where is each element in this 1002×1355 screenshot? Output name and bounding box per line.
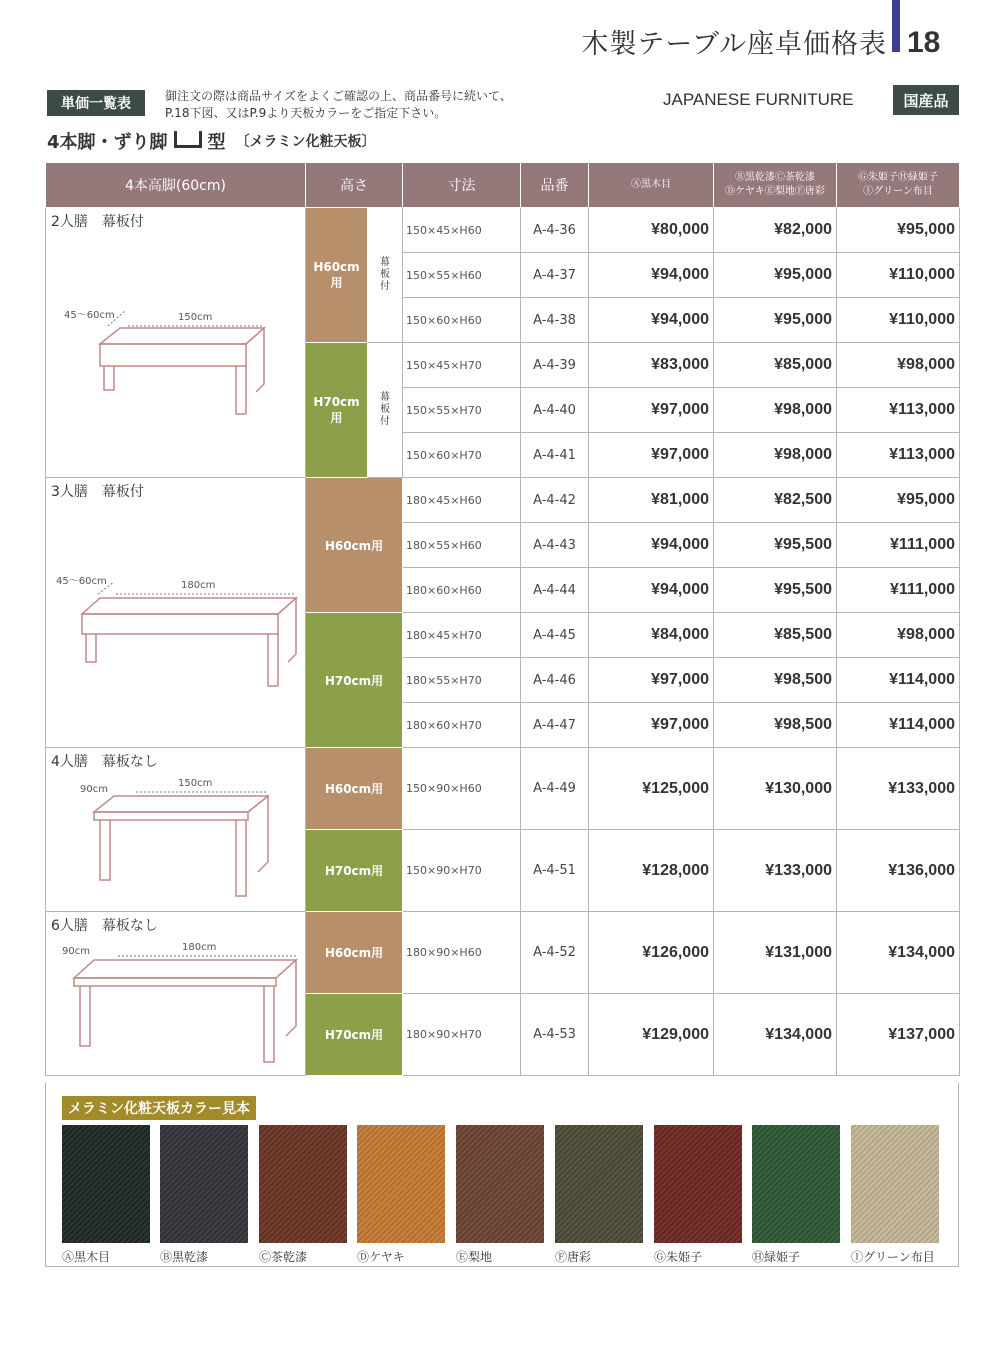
swatch-label: Ⓒ茶乾漆 <box>259 1250 308 1264</box>
height-h60-label: H60cm用 <box>306 748 403 830</box>
price-a-cell: ¥97,000 <box>589 388 714 433</box>
price-a-cell: ¥94,000 <box>589 523 714 568</box>
u-shape-icon <box>174 131 202 148</box>
price-c-cell: ¥133,000 <box>837 748 960 830</box>
code-cell: A-4-44 <box>521 568 589 613</box>
size-cell: 150×60×H60 <box>403 298 521 343</box>
price-c-cell: ¥113,000 <box>837 388 960 433</box>
price-b-cell: ¥133,000 <box>714 830 837 912</box>
swatch-label: Ⓗ緑姫子 <box>752 1250 801 1264</box>
swatch-label: Ⓐ黒木目 <box>62 1250 111 1264</box>
size-cell: 180×90×H60 <box>403 912 521 994</box>
price-c-cell: ¥114,000 <box>837 658 960 703</box>
depth-label: 90cm <box>62 946 90 957</box>
price-a-cell: ¥97,000 <box>589 703 714 748</box>
width-label: 180cm <box>182 942 217 953</box>
code-cell: A-4-36 <box>521 208 589 253</box>
price-b-cell: ¥130,000 <box>714 748 837 830</box>
size-cell: 150×55×H70 <box>403 388 521 433</box>
swatch-label: Ⓖ朱姫子 <box>654 1250 703 1264</box>
makuita-label: 幕 板 付 <box>368 208 403 343</box>
price-a-cell: ¥97,000 <box>589 658 714 703</box>
swatch-label: Ⓑ黒乾漆 <box>160 1250 209 1264</box>
brand-label: JAPANESE FURNITURE <box>663 90 854 109</box>
color-swatch <box>160 1125 248 1243</box>
price-a-cell: ¥125,000 <box>589 748 714 830</box>
depth-label: 45〜60cm <box>56 576 107 587</box>
price-c-cell: ¥95,000 <box>837 478 960 523</box>
price-b-cell: ¥134,000 <box>714 994 837 1076</box>
header-size: 寸法 <box>403 163 521 208</box>
size-cell: 180×45×H70 <box>403 613 521 658</box>
subtitle-material: 〔メラミン化粧天板〕 <box>235 134 376 150</box>
group-label: 2人膳 幕板付 <box>51 214 144 230</box>
price-a-cell: ¥80,000 <box>589 208 714 253</box>
table-row <box>46 912 960 994</box>
domestic-badge: 国産品 <box>893 85 959 115</box>
price-b-cell: ¥82,500 <box>714 478 837 523</box>
width-label: 150cm <box>178 778 213 789</box>
header-color-a: Ⓐ黒木目 <box>589 163 714 208</box>
price-c-cell: ¥137,000 <box>837 994 960 1076</box>
price-b-cell: ¥98,500 <box>714 703 837 748</box>
height-h70-label: H70cm用 <box>306 994 403 1076</box>
table-row <box>46 748 960 830</box>
code-cell: A-4-51 <box>521 830 589 912</box>
price-c-cell: ¥111,000 <box>837 523 960 568</box>
table-illustration <box>46 770 304 910</box>
group-cell <box>46 912 306 1076</box>
swatch-label: Ⓕ唐彩 <box>555 1250 592 1264</box>
code-cell: A-4-40 <box>521 388 589 433</box>
swatch-label: Ⓔ梨地 <box>456 1250 493 1264</box>
price-a-cell: ¥129,000 <box>589 994 714 1076</box>
color-swatch <box>357 1125 445 1243</box>
size-cell: 150×45×H60 <box>403 208 521 253</box>
group-label: 6人膳 幕板なし <box>51 918 158 934</box>
code-cell: A-4-49 <box>521 748 589 830</box>
color-swatch <box>259 1125 347 1243</box>
group-cell <box>46 748 306 912</box>
size-cell: 150×55×H60 <box>403 253 521 298</box>
code-cell: A-4-47 <box>521 703 589 748</box>
height-h70-label: H70cm用 <box>306 830 403 912</box>
size-cell: 180×45×H60 <box>403 478 521 523</box>
height-h60-label: H60cm用 <box>306 912 403 994</box>
price-a-cell: ¥97,000 <box>589 433 714 478</box>
group-cell <box>46 208 306 478</box>
price-c-cell: ¥113,000 <box>837 433 960 478</box>
makuita-label: 幕 板 付 <box>368 343 403 478</box>
price-a-cell: ¥94,000 <box>589 253 714 298</box>
price-b-cell: ¥98,500 <box>714 658 837 703</box>
size-cell: 180×60×H60 <box>403 568 521 613</box>
swatch-label: Ⓓケヤキ <box>357 1250 405 1264</box>
price-b-cell: ¥98,000 <box>714 433 837 478</box>
table-illustration <box>46 232 304 462</box>
size-cell: 150×60×H70 <box>403 433 521 478</box>
page-number: 18 <box>907 26 941 59</box>
price-a-cell: ¥128,000 <box>589 830 714 912</box>
color-swatch <box>752 1125 840 1243</box>
price-table <box>45 162 960 1076</box>
height-h60-label: H60cm 用 <box>306 208 368 343</box>
table-illustration <box>46 502 304 732</box>
group-label: 3人膳 幕板付 <box>51 484 144 500</box>
code-cell: A-4-42 <box>521 478 589 523</box>
color-swatch <box>62 1125 150 1243</box>
depth-label: 90cm <box>80 784 108 795</box>
price-a-cell: ¥94,000 <box>589 568 714 613</box>
code-cell: A-4-39 <box>521 343 589 388</box>
code-cell: A-4-52 <box>521 912 589 994</box>
price-c-cell: ¥95,000 <box>837 208 960 253</box>
height-h70-label: H70cm 用 <box>306 343 368 478</box>
subtitle-type: 型 <box>207 132 226 153</box>
header-code: 品番 <box>521 163 589 208</box>
table-header-row <box>46 163 960 208</box>
height-h70-label: H70cm用 <box>306 613 403 748</box>
price-c-cell: ¥98,000 <box>837 343 960 388</box>
title-accent-bar <box>892 0 900 52</box>
price-a-cell: ¥94,000 <box>589 298 714 343</box>
price-b-cell: ¥95,500 <box>714 523 837 568</box>
swatch-title: メラミン化粧天板カラー見本 <box>62 1096 256 1120</box>
color-swatch <box>555 1125 643 1243</box>
price-list-badge: 単価一覧表 <box>47 90 145 116</box>
price-b-cell: ¥85,000 <box>714 343 837 388</box>
price-c-cell: ¥98,000 <box>837 613 960 658</box>
group-cell <box>46 478 306 748</box>
price-c-cell: ¥110,000 <box>837 298 960 343</box>
code-cell: A-4-41 <box>521 433 589 478</box>
price-b-cell: ¥131,000 <box>714 912 837 994</box>
section-subtitle <box>47 128 376 154</box>
size-cell: 180×60×H70 <box>403 703 521 748</box>
width-label: 150cm <box>178 312 213 323</box>
color-swatch <box>851 1125 939 1243</box>
price-a-cell: ¥84,000 <box>589 613 714 658</box>
header-color-b: Ⓑ黒乾漆Ⓒ茶乾漆 ⒹケヤキⒺ梨地Ⓕ唐彩 <box>714 163 837 208</box>
price-c-cell: ¥114,000 <box>837 703 960 748</box>
price-b-cell: ¥85,500 <box>714 613 837 658</box>
depth-label: 45〜60cm <box>64 310 115 321</box>
code-cell: A-4-37 <box>521 253 589 298</box>
table-illustration <box>46 934 304 1074</box>
price-c-cell: ¥110,000 <box>837 253 960 298</box>
height-h60-label: H60cm用 <box>306 478 403 613</box>
price-c-cell: ¥111,000 <box>837 568 960 613</box>
code-cell: A-4-43 <box>521 523 589 568</box>
page-title: 木製テーブル座卓価格表 <box>581 29 887 60</box>
size-cell: 180×55×H60 <box>403 523 521 568</box>
code-cell: A-4-38 <box>521 298 589 343</box>
color-swatch <box>654 1125 742 1243</box>
size-cell: 150×90×H60 <box>403 748 521 830</box>
code-cell: A-4-46 <box>521 658 589 703</box>
header-height: 高さ <box>306 163 403 208</box>
price-c-cell: ¥134,000 <box>837 912 960 994</box>
header-model: 4本高脚(60cm) <box>46 163 306 208</box>
price-a-cell: ¥81,000 <box>589 478 714 523</box>
price-b-cell: ¥95,000 <box>714 253 837 298</box>
price-a-cell: ¥83,000 <box>589 343 714 388</box>
code-cell: A-4-53 <box>521 994 589 1076</box>
size-cell: 150×45×H70 <box>403 343 521 388</box>
size-cell: 180×90×H70 <box>403 994 521 1076</box>
price-b-cell: ¥95,500 <box>714 568 837 613</box>
table-row <box>46 208 960 253</box>
swatch-label: Ⓘグリーン布目 <box>851 1250 935 1264</box>
order-note: 御注文の際は商品サイズをよくご確認の上、商品番号に続いて、 P.18下図、又はP.9より天板カラーをご指定下さい。 <box>165 89 512 120</box>
table-row <box>46 478 960 523</box>
price-b-cell: ¥98,000 <box>714 388 837 433</box>
group-label: 4人膳 幕板なし <box>51 754 158 770</box>
width-label: 180cm <box>181 580 216 591</box>
price-b-cell: ¥95,000 <box>714 298 837 343</box>
size-cell: 150×90×H70 <box>403 830 521 912</box>
price-c-cell: ¥136,000 <box>837 830 960 912</box>
color-swatch <box>456 1125 544 1243</box>
size-cell: 180×55×H70 <box>403 658 521 703</box>
header-color-c: Ⓖ朱姫子Ⓗ緑姫子 Ⓘグリーン布目 <box>837 163 960 208</box>
subtitle-text: 4本脚・ずり脚 <box>47 132 168 153</box>
price-b-cell: ¥82,000 <box>714 208 837 253</box>
code-cell: A-4-45 <box>521 613 589 658</box>
price-a-cell: ¥126,000 <box>589 912 714 994</box>
